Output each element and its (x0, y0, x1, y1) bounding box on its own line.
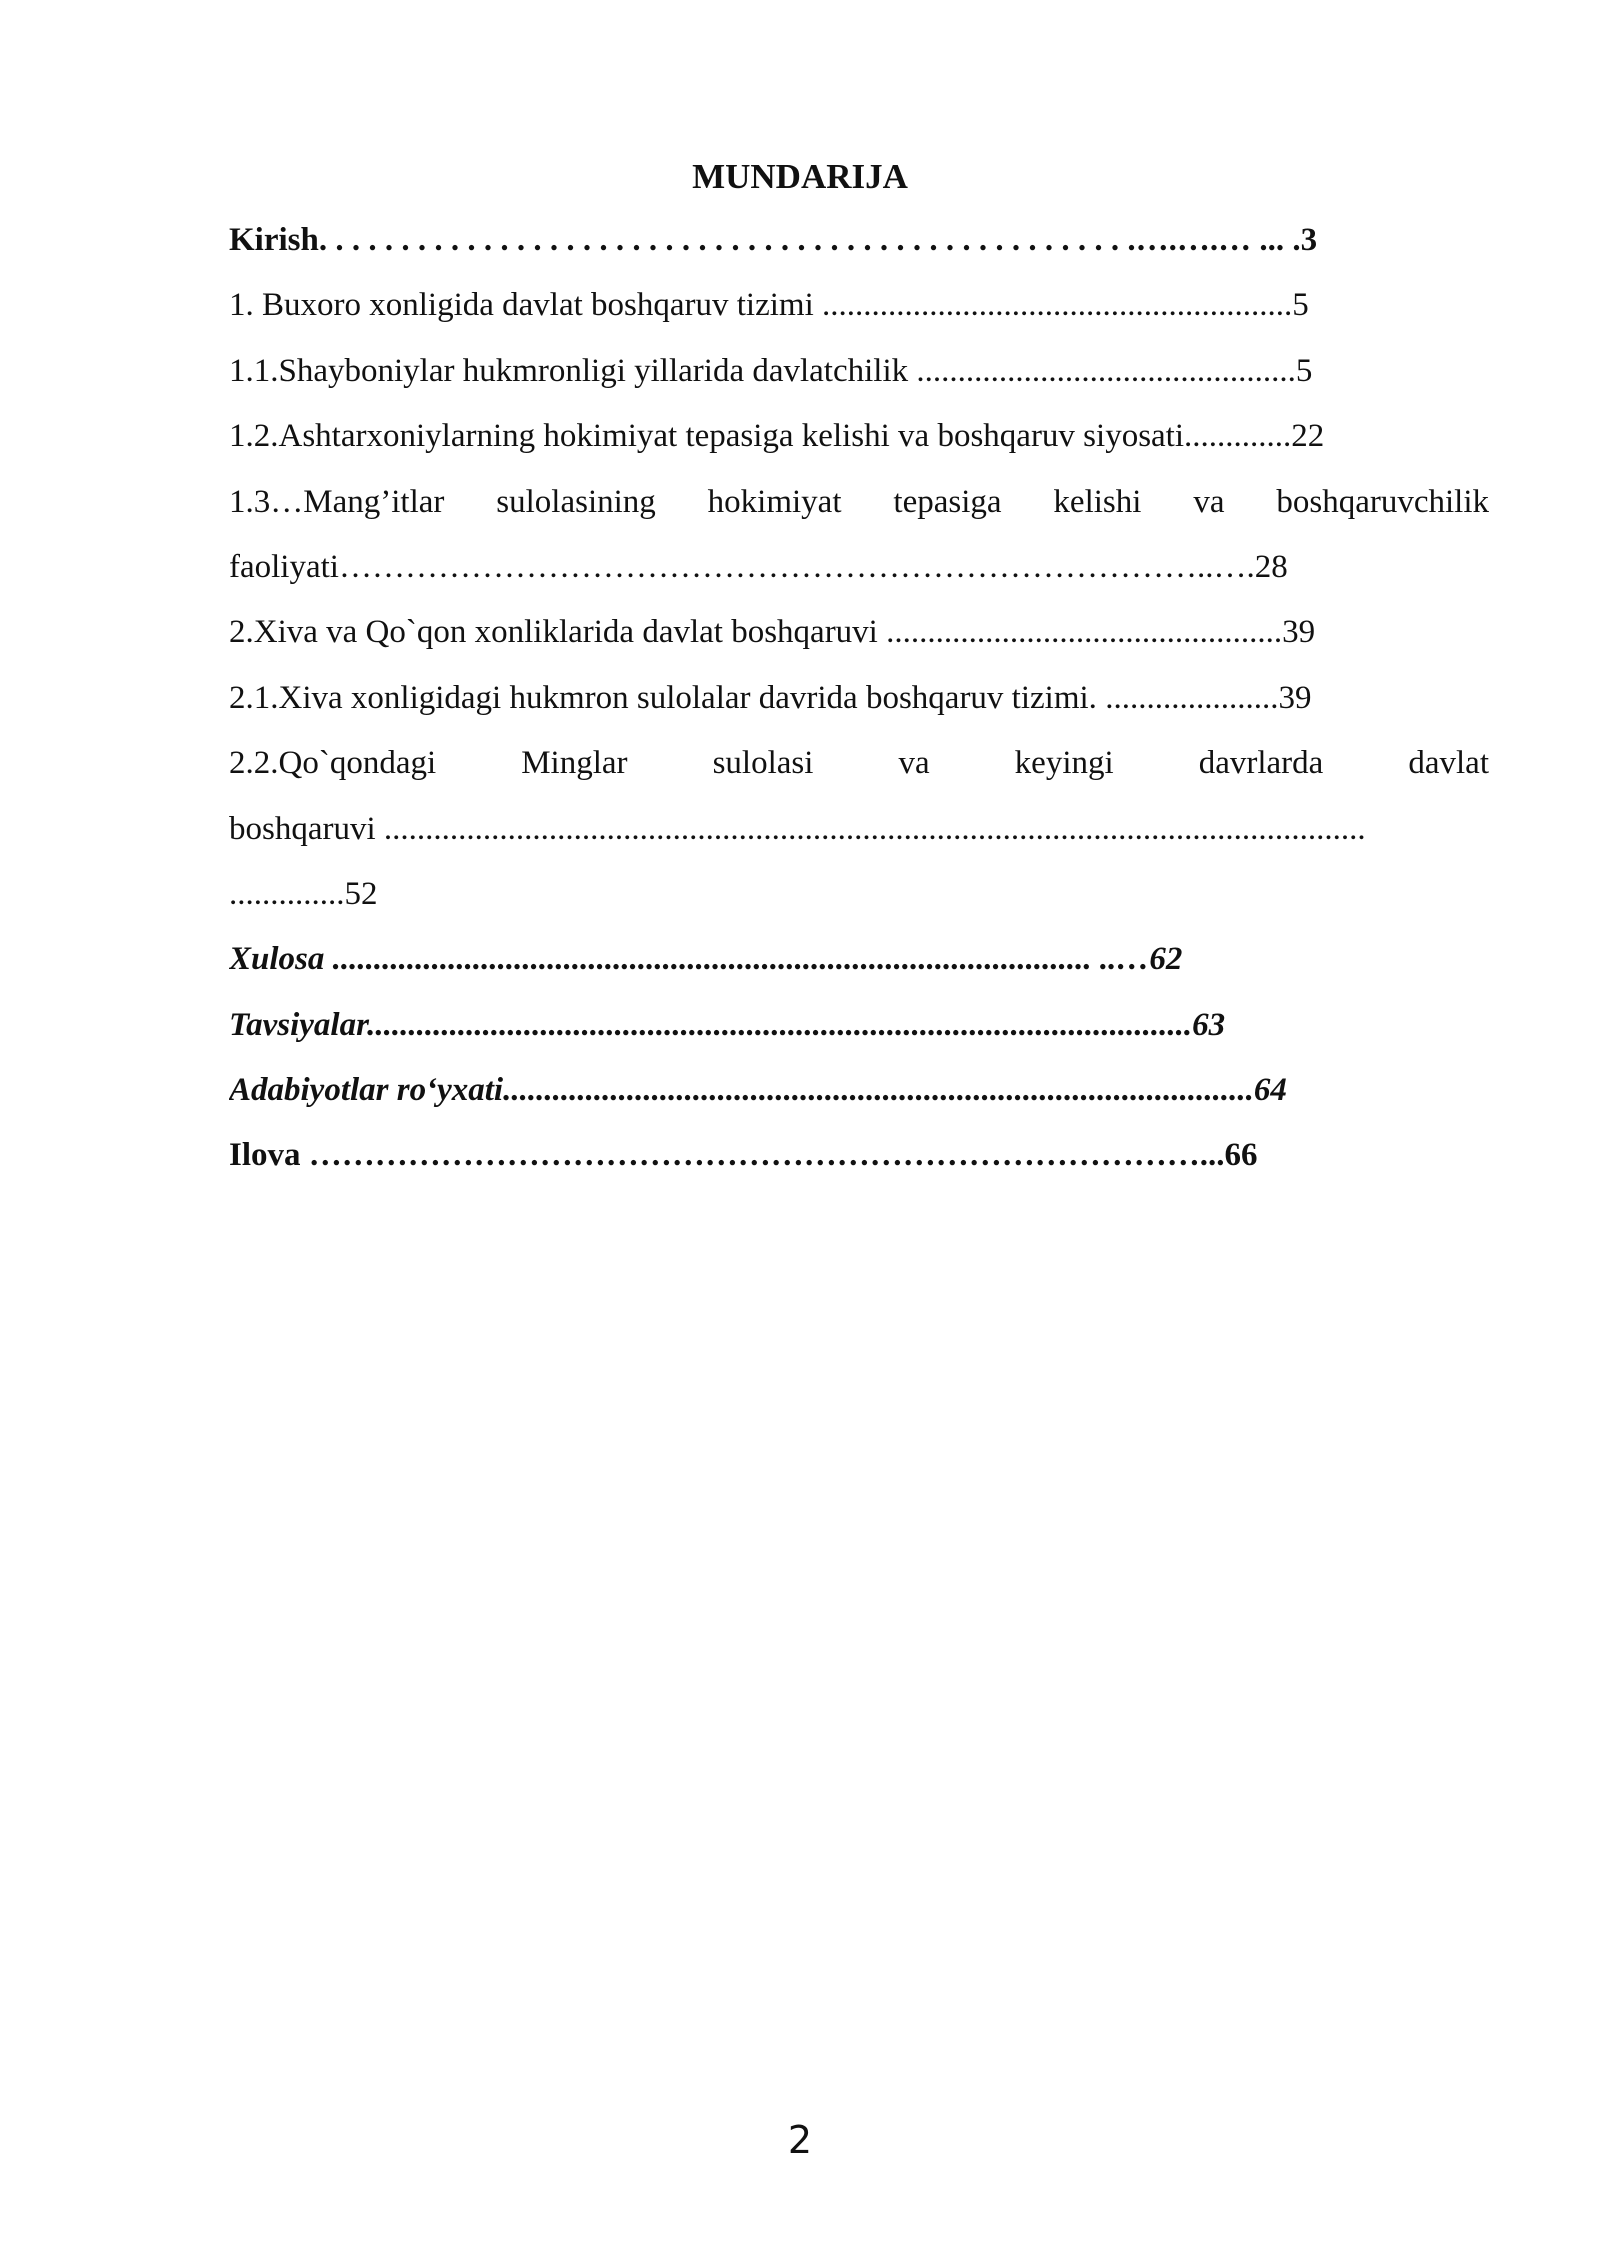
toc-entry-label: Kirish (229, 222, 319, 258)
toc-entry-label: 1.3…Mang’itlar sulolasining hokimiyat tepasiga kelishi va boshqaruvchilik (229, 483, 1489, 520)
toc-entry-section-2-2-continued (229, 797, 1489, 862)
toc-entry-section-2-2 (229, 731, 1489, 796)
toc-entry-adabiyotlar (229, 1058, 1489, 1123)
toc-entry-chapter-1 (229, 273, 1489, 338)
toc-page-number: 62 (1149, 941, 1183, 978)
toc-entry-ilova (229, 1123, 1489, 1188)
toc-leader-dots: ........................................................................................... (503, 1072, 1254, 1109)
toc-page-number: 5 (1295, 352, 1313, 389)
toc-page-number: 52 (344, 875, 378, 912)
toc-leader-dots: ....................................................................................................................... (383, 810, 1366, 847)
toc-entry-label: faoliyati (229, 548, 339, 585)
toc-entry-label: 2.2.Qo`qondagi Minglar sulolasi va keyingi davrlarda davlat (229, 745, 1489, 782)
toc-entry-label: Xulosa (229, 941, 333, 978)
toc-entry-label: Adabiyotlar ro‘yxati (229, 1072, 504, 1109)
toc-leader-dots: ................................................ (886, 614, 1283, 651)
toc-entry-label: 1.2.Ashtarxoniylarning hokimiyat tepasiga kelishi va boshqaruv siyosati (229, 418, 1185, 455)
toc-entry-label: Ilova (229, 1137, 309, 1174)
toc-entry-tavsiyalar (229, 993, 1489, 1058)
toc-entry-section-1-1 (229, 339, 1489, 404)
toc-entry-kirish (229, 208, 1489, 273)
toc-page-number: 22 (1291, 418, 1325, 455)
toc-page-number: 64 (1253, 1072, 1287, 1109)
toc-entry-label: Tavsiyalar (229, 1006, 368, 1043)
toc-page-number: 66 (1224, 1137, 1258, 1174)
toc-page-number: 3 (1300, 222, 1318, 258)
toc-entry-section-1-3-continued (229, 535, 1489, 600)
toc-page-number: 39 (1278, 679, 1312, 716)
toc-entry-label: boshqaruvi (229, 810, 384, 847)
toc-leader-dots: . . . . . . . . . . . . . . . . . . . . . . . . . . . . . . . . . . . . . . . . . . . . . . . . . .….….… ... . (318, 222, 1301, 258)
toc-entry-section-2-1 (229, 666, 1489, 731)
toc-leader-dots: .............................................. (916, 352, 1296, 389)
toc-page-number: 28 (1254, 548, 1288, 585)
toc-leader-dots: ………………………………………………………………………... (308, 1137, 1225, 1174)
table-of-contents (229, 208, 1489, 1189)
toc-page-number: 39 (1282, 614, 1316, 651)
toc-entry-label: 2.1.Xiva xonligidagi hukmron sulolalar davrida boshqaruv tizimi. (229, 679, 1106, 716)
toc-leader-dots: ............................................................................................ ..… (332, 941, 1150, 978)
toc-page-number: 5 (1292, 287, 1309, 324)
toc-entry-label: 2.Xiva va Qo`qon xonliklarida davlat boshqaruvi (229, 614, 887, 651)
toc-leader-dots: .................................................................................................... (367, 1006, 1193, 1043)
toc-entry-section-1-2 (229, 404, 1489, 469)
toc-page-number: 63 (1192, 1006, 1226, 1043)
toc-leader-dots: ......................................................... (822, 287, 1293, 324)
toc-entry-section-1-3 (229, 470, 1489, 535)
toc-entry-chapter-2 (229, 600, 1489, 665)
toc-entry-section-2-2-page (229, 862, 1489, 927)
toc-title: MUNDARIJA (692, 157, 908, 196)
toc-leader-dots: ……………………………………………………………………..…. (338, 548, 1255, 585)
toc-leader-dots: ............. (1184, 418, 1292, 455)
toc-entry-label: 1.1.Shayboniylar hukmronligi yillarida davlatchilik (229, 352, 917, 389)
page-number: 2 (787, 2118, 813, 2162)
toc-entry-label: 1. Buxoro xonligida davlat boshqaruv tizimi (229, 287, 823, 324)
toc-leader-dots: .............. (229, 875, 345, 912)
toc-leader-dots: ..................... (1105, 679, 1279, 716)
toc-entry-xulosa (229, 927, 1489, 992)
